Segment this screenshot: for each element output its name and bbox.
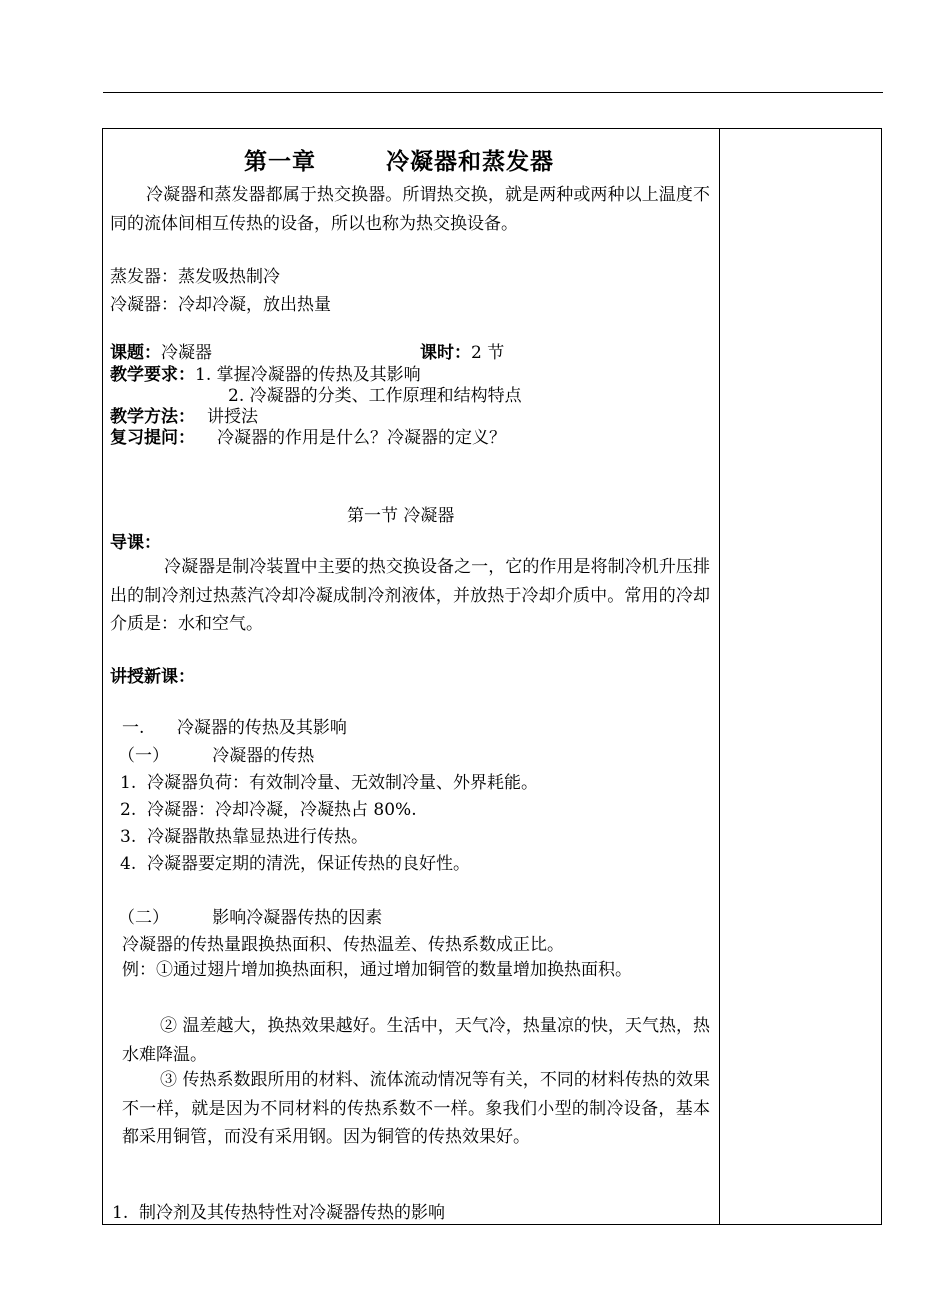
example-1: 例：①通过翅片增加换热面积，通过增加铜管的数量增加换热面积。 bbox=[122, 960, 632, 980]
lead-paragraph: 冷凝器是制冷装置中主要的热交换设备之一，它的作用是将制冷机升压排出的制冷剂过热蒸汽冷却冷凝成制冷剂液体，并放热于冷却介质中。常用的冷却介质是：水和空气。 bbox=[110, 557, 710, 634]
evaporator-definition: 蒸发器：蒸发吸热制冷 bbox=[110, 267, 280, 287]
method-label: 教学方法： bbox=[110, 407, 195, 427]
factor-intro: 冷凝器的传热量跟换热面积、传热温差、传热系数成正比。 bbox=[122, 935, 564, 955]
review-value: 冷凝器的作用是什么？冷凝器的定义？ bbox=[217, 428, 506, 448]
method-line bbox=[110, 406, 258, 428]
new-lesson-label: 讲授新课： bbox=[110, 667, 195, 687]
hours-value: 2 节 bbox=[471, 343, 505, 363]
example-2: ② 温差越大，换热效果越好。生活中，天气冷，热量凉的快，天气热，热水难降温。 bbox=[122, 1016, 710, 1065]
example-3: ③ 传热系数跟所用的材料、流体流动情况等有关，不同的材料传热的效果不一样，就是因为不同材料的传热系数不一样。象我们小型的制冷设备，基本都采用铜管，而没有采用钢。因为铜管的传热效果好。 bbox=[122, 1070, 710, 1147]
list-item-2: 2. 冷凝器：冷却冷凝，冷凝热占 80%. bbox=[120, 800, 417, 820]
lead-label: 导课： bbox=[110, 533, 161, 553]
topic-label: 课题： bbox=[110, 343, 161, 363]
list-item-3: 3. 冷凝器散热靠显热进行传热。 bbox=[120, 827, 369, 847]
list-item-4: 4. 冷凝器要定期的清洗，保证传热的良好性。 bbox=[120, 854, 471, 874]
chapter-title-text: 冷凝器和蒸发器 bbox=[386, 149, 554, 175]
heading-one: 一. 冷凝器的传热及其影响 bbox=[122, 718, 347, 738]
review-label: 复习提问： bbox=[110, 428, 195, 448]
section-title: 第一节 冷凝器 bbox=[347, 506, 455, 526]
topic-value: 冷凝器 bbox=[161, 343, 212, 363]
list-item-1: 1. 冷凝器负荷：有效制冷量、无效制冷量、外界耗能。 bbox=[120, 773, 539, 793]
hours-line bbox=[420, 342, 504, 364]
requirement-2: 2. 冷凝器的分类、工作原理和结构特点 bbox=[228, 386, 522, 406]
requirements-label: 教学要求： bbox=[110, 365, 195, 385]
condenser-definition: 冷凝器：冷却冷凝，放出热量 bbox=[110, 295, 331, 315]
hours-label: 课时： bbox=[420, 343, 471, 363]
subheading-one: （一） 冷凝器的传热 bbox=[118, 746, 315, 766]
last-list-item: 1. 制冷剂及其传热特性对冷凝器传热的影响 bbox=[112, 1203, 446, 1223]
review-line bbox=[110, 427, 506, 449]
method-value: 讲授法 bbox=[207, 407, 258, 427]
subheading-two: （二） 影响冷凝器传热的因素 bbox=[118, 908, 383, 928]
table-column-divider bbox=[719, 128, 720, 1225]
intro-paragraph: 冷凝器和蒸发器都属于热交换器。所谓热交换，就是两种或两种以上温度不同的流体间相互传热的设备，所以也称为热交换设备。 bbox=[110, 185, 710, 234]
requirement-1: 1. 掌握冷凝器的传热及其影响 bbox=[195, 365, 421, 385]
topic-line bbox=[110, 342, 212, 364]
header-rule bbox=[103, 92, 883, 93]
chapter-title-number: 第一章 bbox=[244, 149, 316, 175]
requirements-line bbox=[110, 364, 421, 386]
